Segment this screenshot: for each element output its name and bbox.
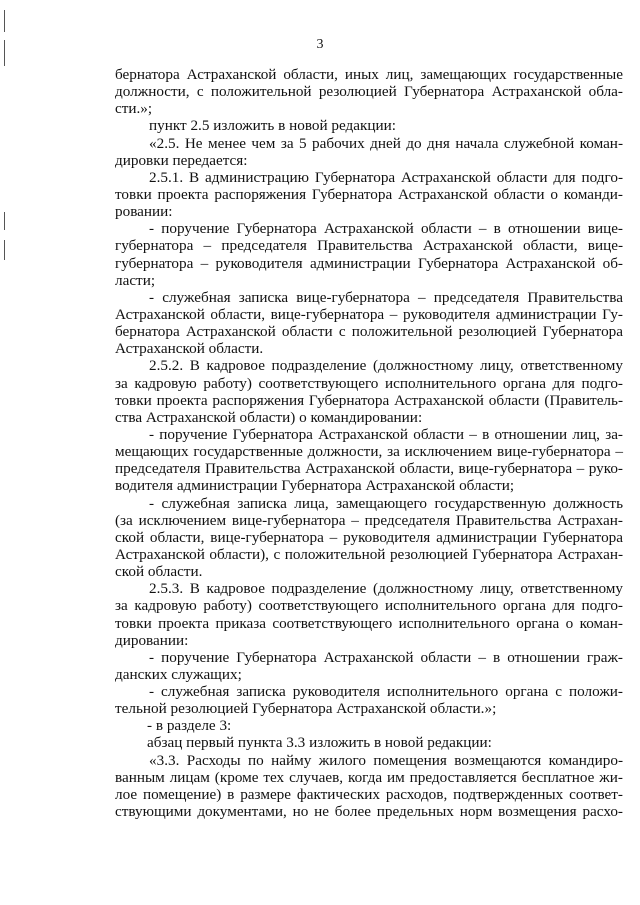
text-line: ласти; (115, 271, 156, 289)
text-line: дировки передается: (115, 151, 248, 169)
text-line: ровании: (115, 203, 173, 221)
text-line: 2.5.1. В администрацию Губернатора Астраханской области для подго- (149, 168, 623, 186)
text-line: Астраханской области, вице-губернатора – руководителя администрации Гу- (115, 305, 623, 323)
scan-edge-mark (4, 240, 5, 260)
page-number: 3 (316, 37, 324, 52)
text-line: - поручение Губернатора Астраханской области – в отношении граж- (149, 648, 623, 666)
text-line: «3.3. Расходы по найму жилого помещения возмещаются командиро- (149, 751, 623, 769)
scan-edge-mark (4, 10, 5, 32)
text-line: лое помещение) в размере фактических расходов, подтвержденных соответ- (115, 785, 623, 803)
text-line: - поручение Губернатора Астраханской области – в отношении вице- (149, 220, 623, 238)
text-line: Астраханской области. (115, 340, 264, 358)
text-line: ства Астраханской области) о командировании: (115, 408, 423, 426)
text-line: «2.5. Не менее чем за 5 рабочих дней до дня начала служебной коман- (149, 134, 623, 152)
text-line: водителя администрации Губернатора Астраханской области; (115, 477, 515, 495)
text-line: за кадровую работу) соответствующего исполнительного органа для подго- (115, 374, 623, 392)
text-line: должности, с положительной резолюцией Губернатора Астраханской обла- (115, 83, 623, 101)
text-line: 2.5.2. В кадровое подразделение (должностному лицу, ответственному (149, 357, 623, 375)
text-line: ской области. (115, 563, 203, 581)
text-line: - в разделе 3: (147, 717, 232, 735)
text-line: - служебная записка лица, замещающего государственную должность (149, 494, 623, 512)
text-line: губернатора – председателя Правительства Астраханской области, вице- (115, 237, 623, 255)
scan-edge-mark (4, 212, 5, 230)
text-line: - поручение Губернатора Астраханской области – в отношении лиц, за- (149, 425, 623, 443)
text-line: (за исключением вице-губернатора – председателя Правительства Астрахан- (115, 511, 623, 529)
text-line: дировании: (115, 631, 189, 649)
text-line: - служебная записка вице-губернатора – председателя Правительства (149, 288, 623, 306)
text-line: ствующими документами, но не более предельных норм возмещения расхо- (115, 803, 623, 821)
text-line: данских служащих; (115, 665, 242, 683)
text-line: председателя Правительства Астраханской области, вице-губернатора – руко- (115, 460, 623, 478)
text-line: тельной резолюцией Губернатора Астраханской области.»; (115, 700, 497, 718)
text-line: товки проекта распоряжения Губернатора Астраханской области о команди- (115, 185, 623, 203)
text-line: сти.»; (115, 100, 153, 118)
text-line: ской области, вице-губернатора – руководителя администрации Губернатора (115, 528, 623, 546)
text-line: мещающих государственные должности, за исключением вице-губернатора – (115, 443, 623, 461)
text-line: пункт 2.5 изложить в новой редакции: (149, 117, 397, 135)
text-line: товки проекта распоряжения Губернатора Астраханской области (Правитель- (115, 391, 623, 409)
text-line: Астраханской области), с положительной резолюцией Губернатора Астрахан- (115, 545, 623, 563)
text-line: губернатора – руководителя администрации Губернатора Астраханской об- (115, 254, 623, 272)
document-body (115, 66, 623, 820)
text-line: товки проекта приказа соответствующего исполнительного органа о коман- (115, 614, 623, 632)
text-line: ванным лицам (кроме тех случаев, когда им предоставляется бесплатное жи- (115, 768, 623, 786)
scan-edge-mark (4, 40, 5, 66)
text-line: - служебная записка руководителя исполнительного органа с положи- (149, 683, 623, 701)
text-line: абзац первый пункта 3.3 изложить в новой редакции: (147, 734, 492, 752)
text-line: бернатора Астраханской области, иных лиц, замещающих государственные (115, 66, 623, 83)
text-line: 2.5.3. В кадровое подразделение (должностному лицу, ответственному (149, 580, 623, 598)
text-line: за кадровую работу) соответствующего исполнительного органа для подго- (115, 597, 623, 615)
text-line: бернатора Астраханской области с положительной резолюцией Губернатора (115, 323, 623, 341)
